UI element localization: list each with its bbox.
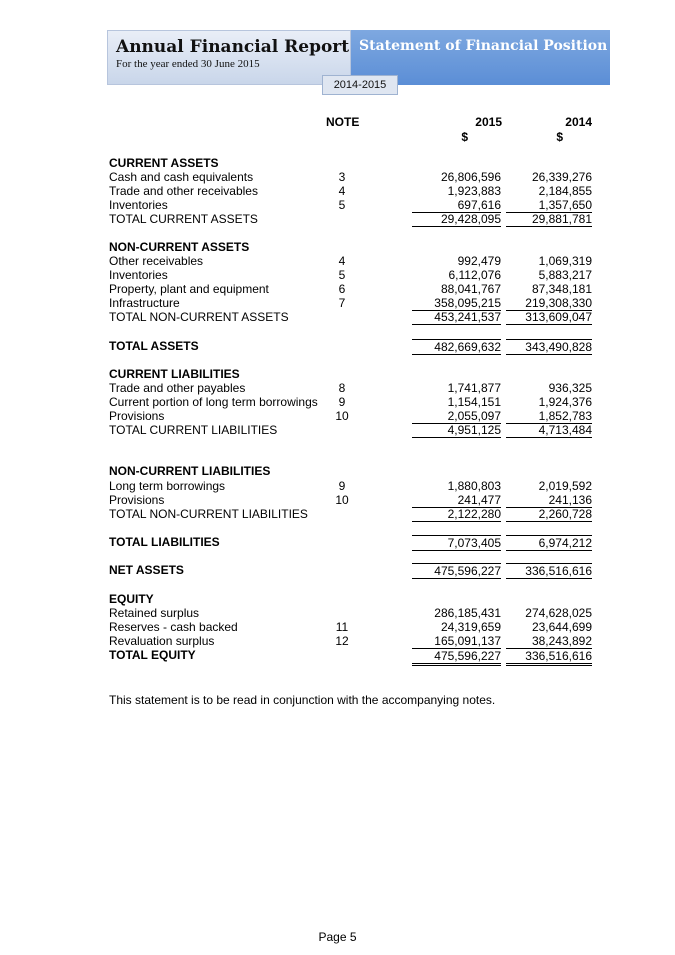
row-value-2014: 241,136 <box>506 493 592 508</box>
table-row <box>0 310 675 324</box>
row-value-2014: 1,924,376 <box>538 395 592 409</box>
row-value-2015: 29,428,095 <box>412 212 501 227</box>
table-row <box>0 464 675 478</box>
report-title: Annual Financial Report <box>116 37 350 57</box>
row-value-2015: 697,616 <box>412 198 501 213</box>
row-note: 12 <box>335 634 349 648</box>
table-row <box>0 423 675 437</box>
row-label: Long term borrowings <box>109 479 226 493</box>
row-value-2014: 4,713,484 <box>506 423 592 438</box>
row-value-2014: 2,019,592 <box>538 479 592 493</box>
row-note: 9 <box>338 395 346 409</box>
table-row <box>0 170 675 184</box>
row-note: 8 <box>338 381 346 395</box>
row-note: 3 <box>338 170 346 184</box>
row-value-2015: 88,041,767 <box>440 282 501 296</box>
row-value-2014: 6,974,212 <box>506 535 592 551</box>
row-label: Infrastructure <box>109 296 180 310</box>
table-row <box>0 240 675 254</box>
row-note: 6 <box>338 282 346 296</box>
row-label: NON-CURRENT LIABILITIES <box>109 464 271 478</box>
row-value-2015: 4,951,125 <box>412 423 501 438</box>
column-header-2015: 2015 <box>475 115 502 129</box>
row-value-2015: 6,112,076 <box>448 268 501 282</box>
column-header-2014: 2014 <box>565 115 592 129</box>
row-label: EQUITY <box>109 592 154 606</box>
footnote: This statement is to be read in conjunction with the accompanying notes. <box>109 693 496 707</box>
row-value-2015: 165,091,137 <box>412 634 501 649</box>
row-label: NET ASSETS <box>109 563 184 577</box>
table-row <box>0 563 675 577</box>
row-value-2014: 336,516,616 <box>506 563 592 579</box>
row-label: Current portion of long term borrowings <box>109 395 318 409</box>
table-row <box>0 212 675 226</box>
table-row <box>0 592 675 606</box>
page-number: Page 5 <box>318 930 357 944</box>
row-label: Cash and cash equivalents <box>109 170 254 184</box>
row-value-2015: 358,095,215 <box>412 296 501 311</box>
row-value-2015: 475,596,227 <box>412 648 501 666</box>
row-label: CURRENT ASSETS <box>109 156 219 170</box>
table-row <box>0 184 675 198</box>
row-value-2014: 1,357,650 <box>506 198 592 213</box>
row-value-2014: 336,516,616 <box>506 648 592 666</box>
table-row <box>0 493 675 507</box>
table-row <box>0 296 675 310</box>
row-value-2014: 2,260,728 <box>506 507 592 522</box>
row-label: TOTAL CURRENT LIABILITIES <box>109 423 278 437</box>
row-value-2014: 87,348,181 <box>531 282 592 296</box>
row-value-2014: 26,339,276 <box>531 170 592 184</box>
row-value-2014: 1,852,783 <box>506 409 592 424</box>
row-value-2015: 26,806,596 <box>440 170 501 184</box>
row-value-2015: 241,477 <box>412 493 501 508</box>
row-value-2015: 1,741,877 <box>447 381 501 395</box>
row-label: NON-CURRENT ASSETS <box>109 240 250 254</box>
row-label: Provisions <box>109 493 165 507</box>
row-value-2015: 992,479 <box>457 254 501 268</box>
table-row <box>0 395 675 409</box>
row-note: 4 <box>338 184 346 198</box>
row-value-2015: 482,669,632 <box>412 339 501 355</box>
table-row <box>0 634 675 648</box>
row-label: TOTAL LIABILITIES <box>109 535 220 549</box>
row-value-2014: 274,628,025 <box>525 606 592 620</box>
table-row <box>0 648 675 662</box>
table-row <box>0 254 675 268</box>
table-row <box>0 479 675 493</box>
row-label: CURRENT LIABILITIES <box>109 367 240 381</box>
table-row <box>0 620 675 634</box>
table-row <box>0 381 675 395</box>
row-value-2015: 1,880,803 <box>447 479 501 493</box>
table-row <box>0 367 675 381</box>
row-note: 5 <box>338 268 346 282</box>
table-row <box>0 198 675 212</box>
row-label: TOTAL ASSETS <box>109 339 199 353</box>
row-label: Retained surplus <box>109 606 200 620</box>
row-label: Trade and other payables <box>109 381 246 395</box>
row-label: Inventories <box>109 198 168 212</box>
row-value-2015: 453,241,537 <box>412 310 501 325</box>
row-note: 11 <box>335 620 349 634</box>
table-row <box>0 409 675 423</box>
row-label: Other receivables <box>109 254 204 268</box>
column-unit-2015: $ <box>461 130 468 144</box>
row-value-2014: 1,069,319 <box>538 254 592 268</box>
row-label: TOTAL NON-CURRENT ASSETS <box>109 310 289 324</box>
table-row <box>0 606 675 620</box>
row-value-2014: 219,308,330 <box>506 296 592 311</box>
row-value-2014: 936,325 <box>548 381 592 395</box>
row-note: 4 <box>338 254 346 268</box>
table-row <box>0 339 675 353</box>
table-row <box>0 282 675 296</box>
row-note: 10 <box>335 493 349 507</box>
statement-title: Statement of Financial Position <box>359 38 608 54</box>
row-label: Property, plant and equipment <box>109 282 269 296</box>
row-label: TOTAL EQUITY <box>109 648 196 662</box>
row-value-2015: 1,923,883 <box>447 184 501 198</box>
row-label: Provisions <box>109 409 165 423</box>
row-value-2015: 1,154,151 <box>447 395 501 409</box>
row-value-2014: 38,243,892 <box>506 634 592 649</box>
row-value-2015: 286,185,431 <box>434 606 501 620</box>
row-value-2015: 475,596,227 <box>412 563 501 579</box>
row-label: Trade and other receivables <box>109 184 258 198</box>
row-value-2014: 313,609,047 <box>506 310 592 325</box>
row-label: Revaluation surplus <box>109 634 215 648</box>
table-row <box>0 535 675 549</box>
report-subtitle: For the year ended 30 June 2015 <box>116 58 260 70</box>
row-value-2015: 7,073,405 <box>412 535 501 551</box>
column-unit-2014: $ <box>556 130 563 144</box>
row-label: TOTAL CURRENT ASSETS <box>109 212 258 226</box>
row-value-2014: 343,490,828 <box>506 339 592 355</box>
row-label: TOTAL NON-CURRENT LIABILITIES <box>109 507 308 521</box>
row-value-2015: 24,319,659 <box>440 620 501 634</box>
row-value-2014: 2,184,855 <box>538 184 592 198</box>
table-row <box>0 268 675 282</box>
row-note: 9 <box>338 479 346 493</box>
row-value-2015: 2,122,280 <box>412 507 501 522</box>
year-tab: 2014-2015 <box>322 75 398 95</box>
table-row <box>0 507 675 521</box>
row-value-2014: 5,883,217 <box>538 268 592 282</box>
row-label: Inventories <box>109 268 168 282</box>
row-note: 10 <box>335 409 349 423</box>
row-note: 5 <box>338 198 346 212</box>
column-header-note: NOTE <box>326 115 360 129</box>
row-note: 7 <box>338 296 346 310</box>
row-label: Reserves - cash backed <box>109 620 238 634</box>
row-value-2014: 29,881,781 <box>506 212 592 227</box>
table-row <box>0 156 675 170</box>
row-value-2014: 23,644,699 <box>531 620 592 634</box>
row-value-2015: 2,055,097 <box>412 409 501 424</box>
